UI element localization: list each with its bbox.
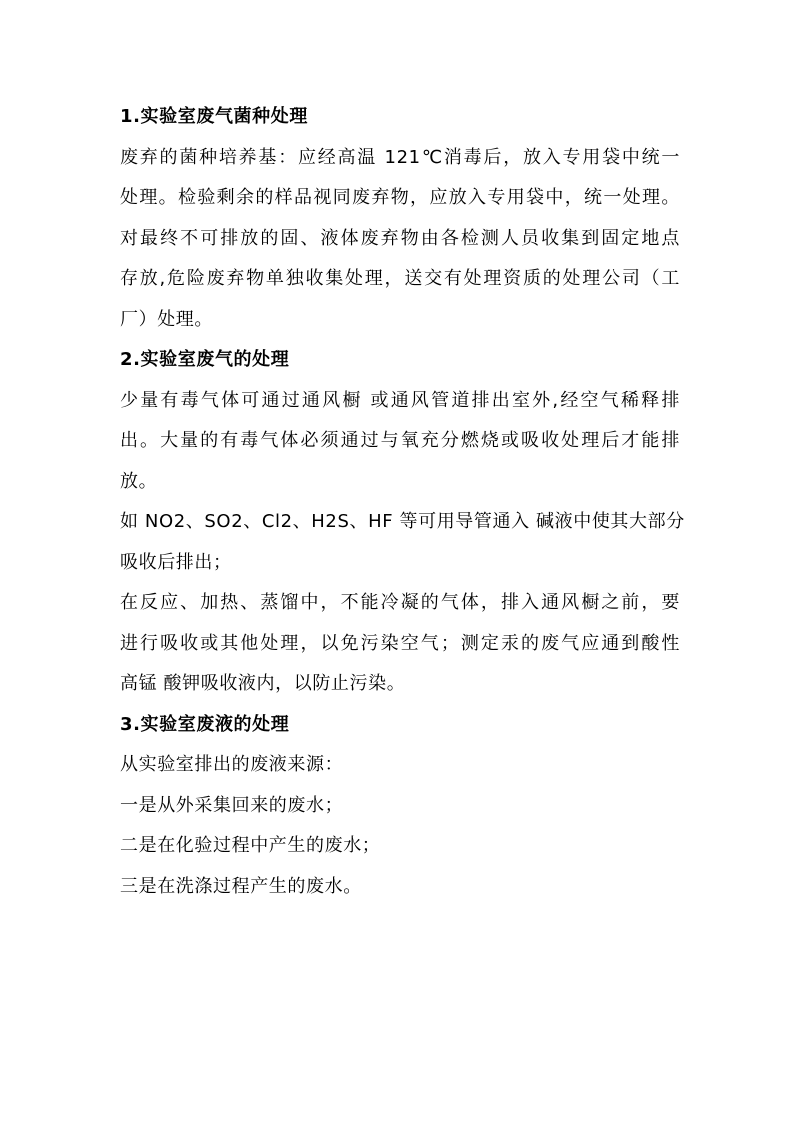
document-body (120, 97, 685, 907)
paragraph-line: 少量有毒气体可通过通风橱 或通风管道排出室外,经空气稀释排 (120, 389, 680, 411)
paragraph-line: 在反应、加热、蒸馏中，不能冷凝的气体，排入通风橱之前，要 (120, 592, 680, 613)
paragraph-line: 二是在化验过程中产生的废水； (120, 835, 381, 856)
section-heading: 1.实验室废气菌种处理 (120, 106, 308, 127)
paragraph-line: 厂）处理。 (120, 308, 213, 330)
paragraph-line: 出。大量的有毒气体必须通过与氧充分燃烧或吸收处理后才能排 (120, 430, 680, 451)
paragraph-line: 如 NO2、SO2、Cl2、H2S、HF 等可用导管通入 碱液中使其大部分 (120, 511, 685, 532)
paragraph-line: 对最终不可排放的固、液体废弃物由各检测人员收集到固定地点 (120, 227, 680, 249)
paragraph-line: 进行吸收或其他处理，以免污染空气；测定汞的废气应通到酸性 (120, 632, 680, 654)
paragraph-line: 废弃的菌种培养基：应经高温 121℃消毒后，放入专用袋中统一 (120, 146, 680, 168)
paragraph-line: 从实验室排出的废液来源： (120, 754, 344, 775)
section-heading: 2.实验室废气的处理 (120, 349, 290, 370)
paragraph-line: 高锰 酸钾吸收液内，以防止污染。 (120, 673, 406, 694)
section-heading: 3.实验室废液的处理 (120, 713, 290, 735)
paragraph-line: 处理。检验剩余的样品视同废弃物，应放入专用袋中，统一处理。 (120, 187, 680, 208)
paragraph-line: 一是从外采集回来的废水； (120, 794, 344, 816)
paragraph-line: 吸收后排出； (120, 551, 232, 573)
paragraph-line: 放。 (120, 470, 158, 492)
paragraph-line: 三是在洗涤过程产生的废水。 (120, 875, 362, 897)
paragraph-line: 存放,危险废弃物单独收集处理，送交有处理资质的处理公司（工 (120, 268, 680, 289)
